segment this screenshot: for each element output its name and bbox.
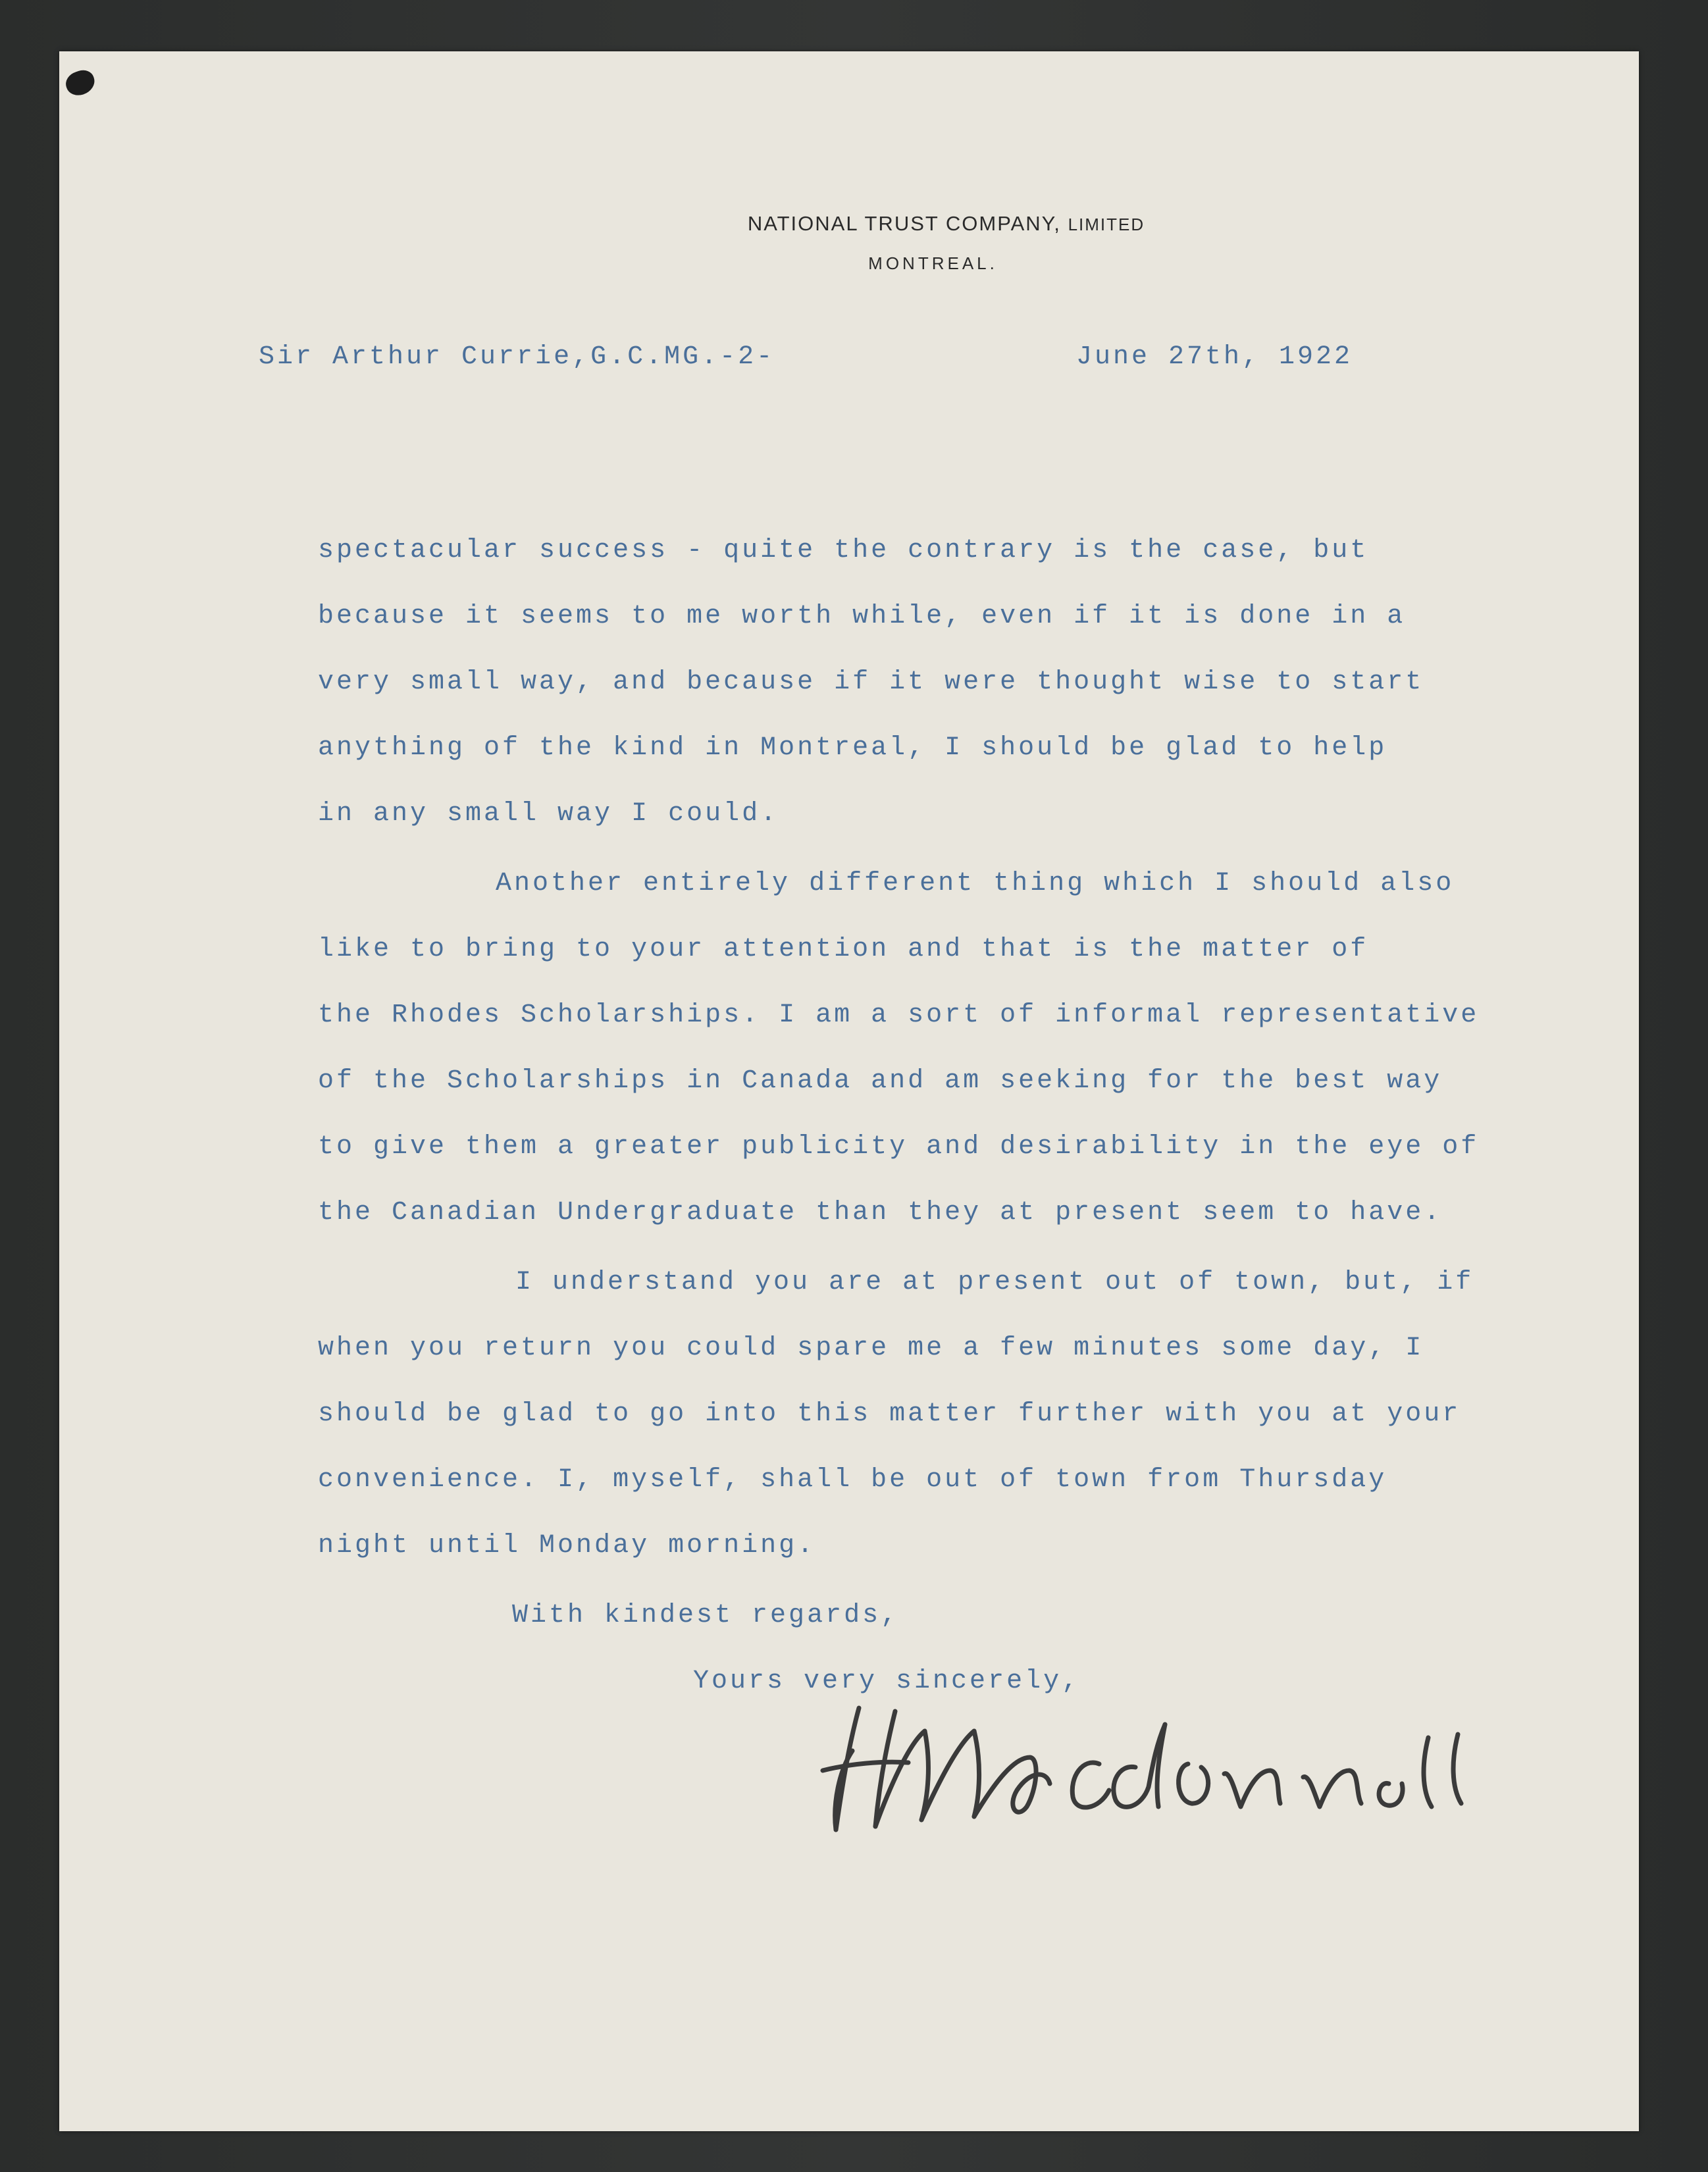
handwritten-signature [810,1685,1468,1856]
body-line: the Canadian Undergraduate than they at present seem to have. [318,1198,1443,1228]
body-line: like to bring to your attention and that is the matter of [318,935,1369,964]
letterhead-company-suffix: LIMITED [1068,215,1145,234]
body-line: spectacular success - quite the contrary is the case, but [318,536,1369,565]
body-line: the Rhodes Scholarships. I am a sort of informal representative [318,1000,1480,1030]
recipient-line: Sir Arthur Currie,G.C.MG.-2- [259,342,775,372]
letterhead-company-name: NATIONAL TRUST COMPANY, [747,212,1061,235]
closing-line: Yours very sincerely, [693,1667,1081,1696]
closing-line: With kindest regards, [512,1601,900,1630]
body-line: when you return you could spare me a few minutes some day, I [318,1333,1424,1363]
body-line: to give them a greater publicity and desirability in the eye of [318,1132,1480,1162]
body-line: should be glad to go into this matter further with you at your [318,1399,1461,1429]
body-line: night until Monday morning. [318,1531,816,1561]
body-line: I understand you are at present out of town, but, if [515,1268,1474,1297]
letterhead-company [92,212,1708,236]
body-line: convenience. I, myself, shall be out of town from Thursday [318,1465,1387,1495]
letterhead-city: MONTREAL. [868,253,998,273]
body-line: anything of the kind in Montreal, I should be glad to help [318,733,1387,763]
body-line: in any small way I could. [318,799,779,829]
body-line: Another entirely different thing which I should also [496,869,1455,898]
body-line: of the Scholarships in Canada and am seeking for the best way [318,1066,1443,1096]
body-line: very small way, and because if it were thought wise to start [318,667,1424,697]
letter-date: June 27th, 1922 [1076,342,1353,372]
body-line: because it seems to me worth while, even if it is done in a [318,602,1406,631]
